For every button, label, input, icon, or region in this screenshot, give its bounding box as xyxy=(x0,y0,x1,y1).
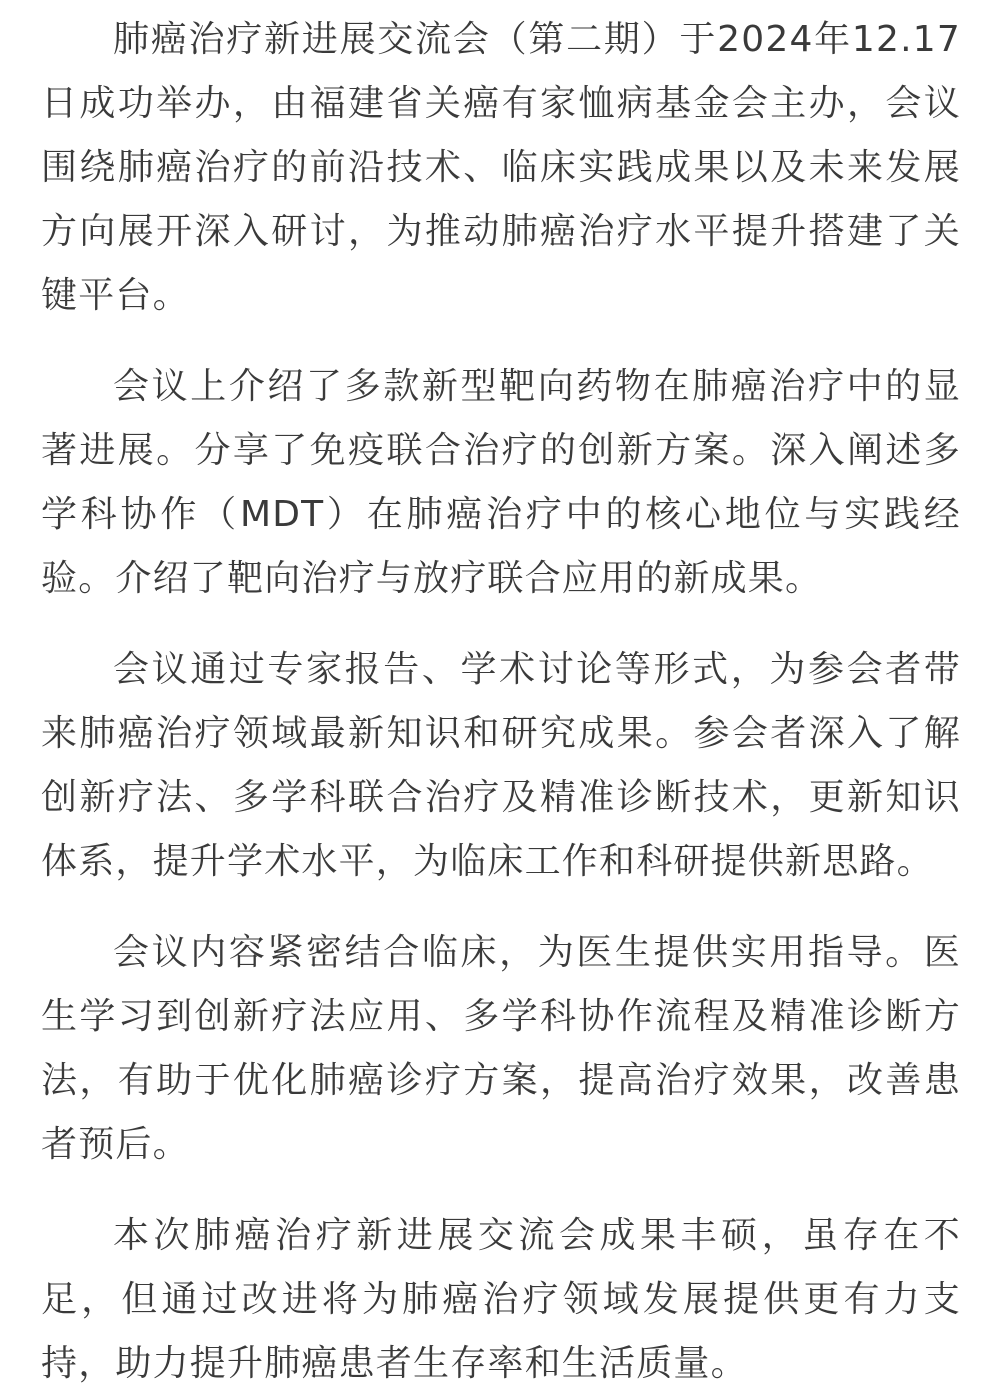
paragraph-clinical-guidance: 会议内容紧密结合临床，为医生提供实用指导。医生学习到创新疗法应用、多学科协作流程及精准诊断方法，有助于优化肺癌诊疗方案，提高治疗效果，改善患者预后。 xyxy=(41,932,961,1165)
paragraph-event-summary: 肺癌治疗新进展交流会（第二期）于2024年12.17日成功举办，由福建省关癌有家恤病基金会主办，会议围绕肺癌治疗的前沿技术、临床实践成果以及未来发展方向展开深入研讨，为推动肺癌治疗水平提升搭建了关键平台。 xyxy=(41,19,961,316)
paragraph-knowledge-exchange: 会议通过专家报告、学术讨论等形式，为参会者带来肺癌治疗领域最新知识和研究成果。参会者深入了解创新疗法、多学科联合治疗及精准诊断技术，更新知识体系，提升学术水平，为临床工作和科研提供新思路。 xyxy=(41,649,961,882)
paragraph-conclusion: 本次肺癌治疗新进展交流会成果丰硕，虽存在不足，但通过改进将为肺癌治疗领域发展提供更有力支持，助力提升肺癌患者生存率和生活质量。 xyxy=(41,1215,961,1384)
paragraph-treatment-progress: 会议上介绍了多款新型靶向药物在肺癌治疗中的显著进展。分享了免疫联合治疗的创新方案。深入阐述多学科协作（MDT）在肺癌治疗中的核心地位与实践经验。介绍了靶向治疗与放疗联合应用的新成果。 xyxy=(41,366,961,599)
article-body xyxy=(41,8,961,1396)
